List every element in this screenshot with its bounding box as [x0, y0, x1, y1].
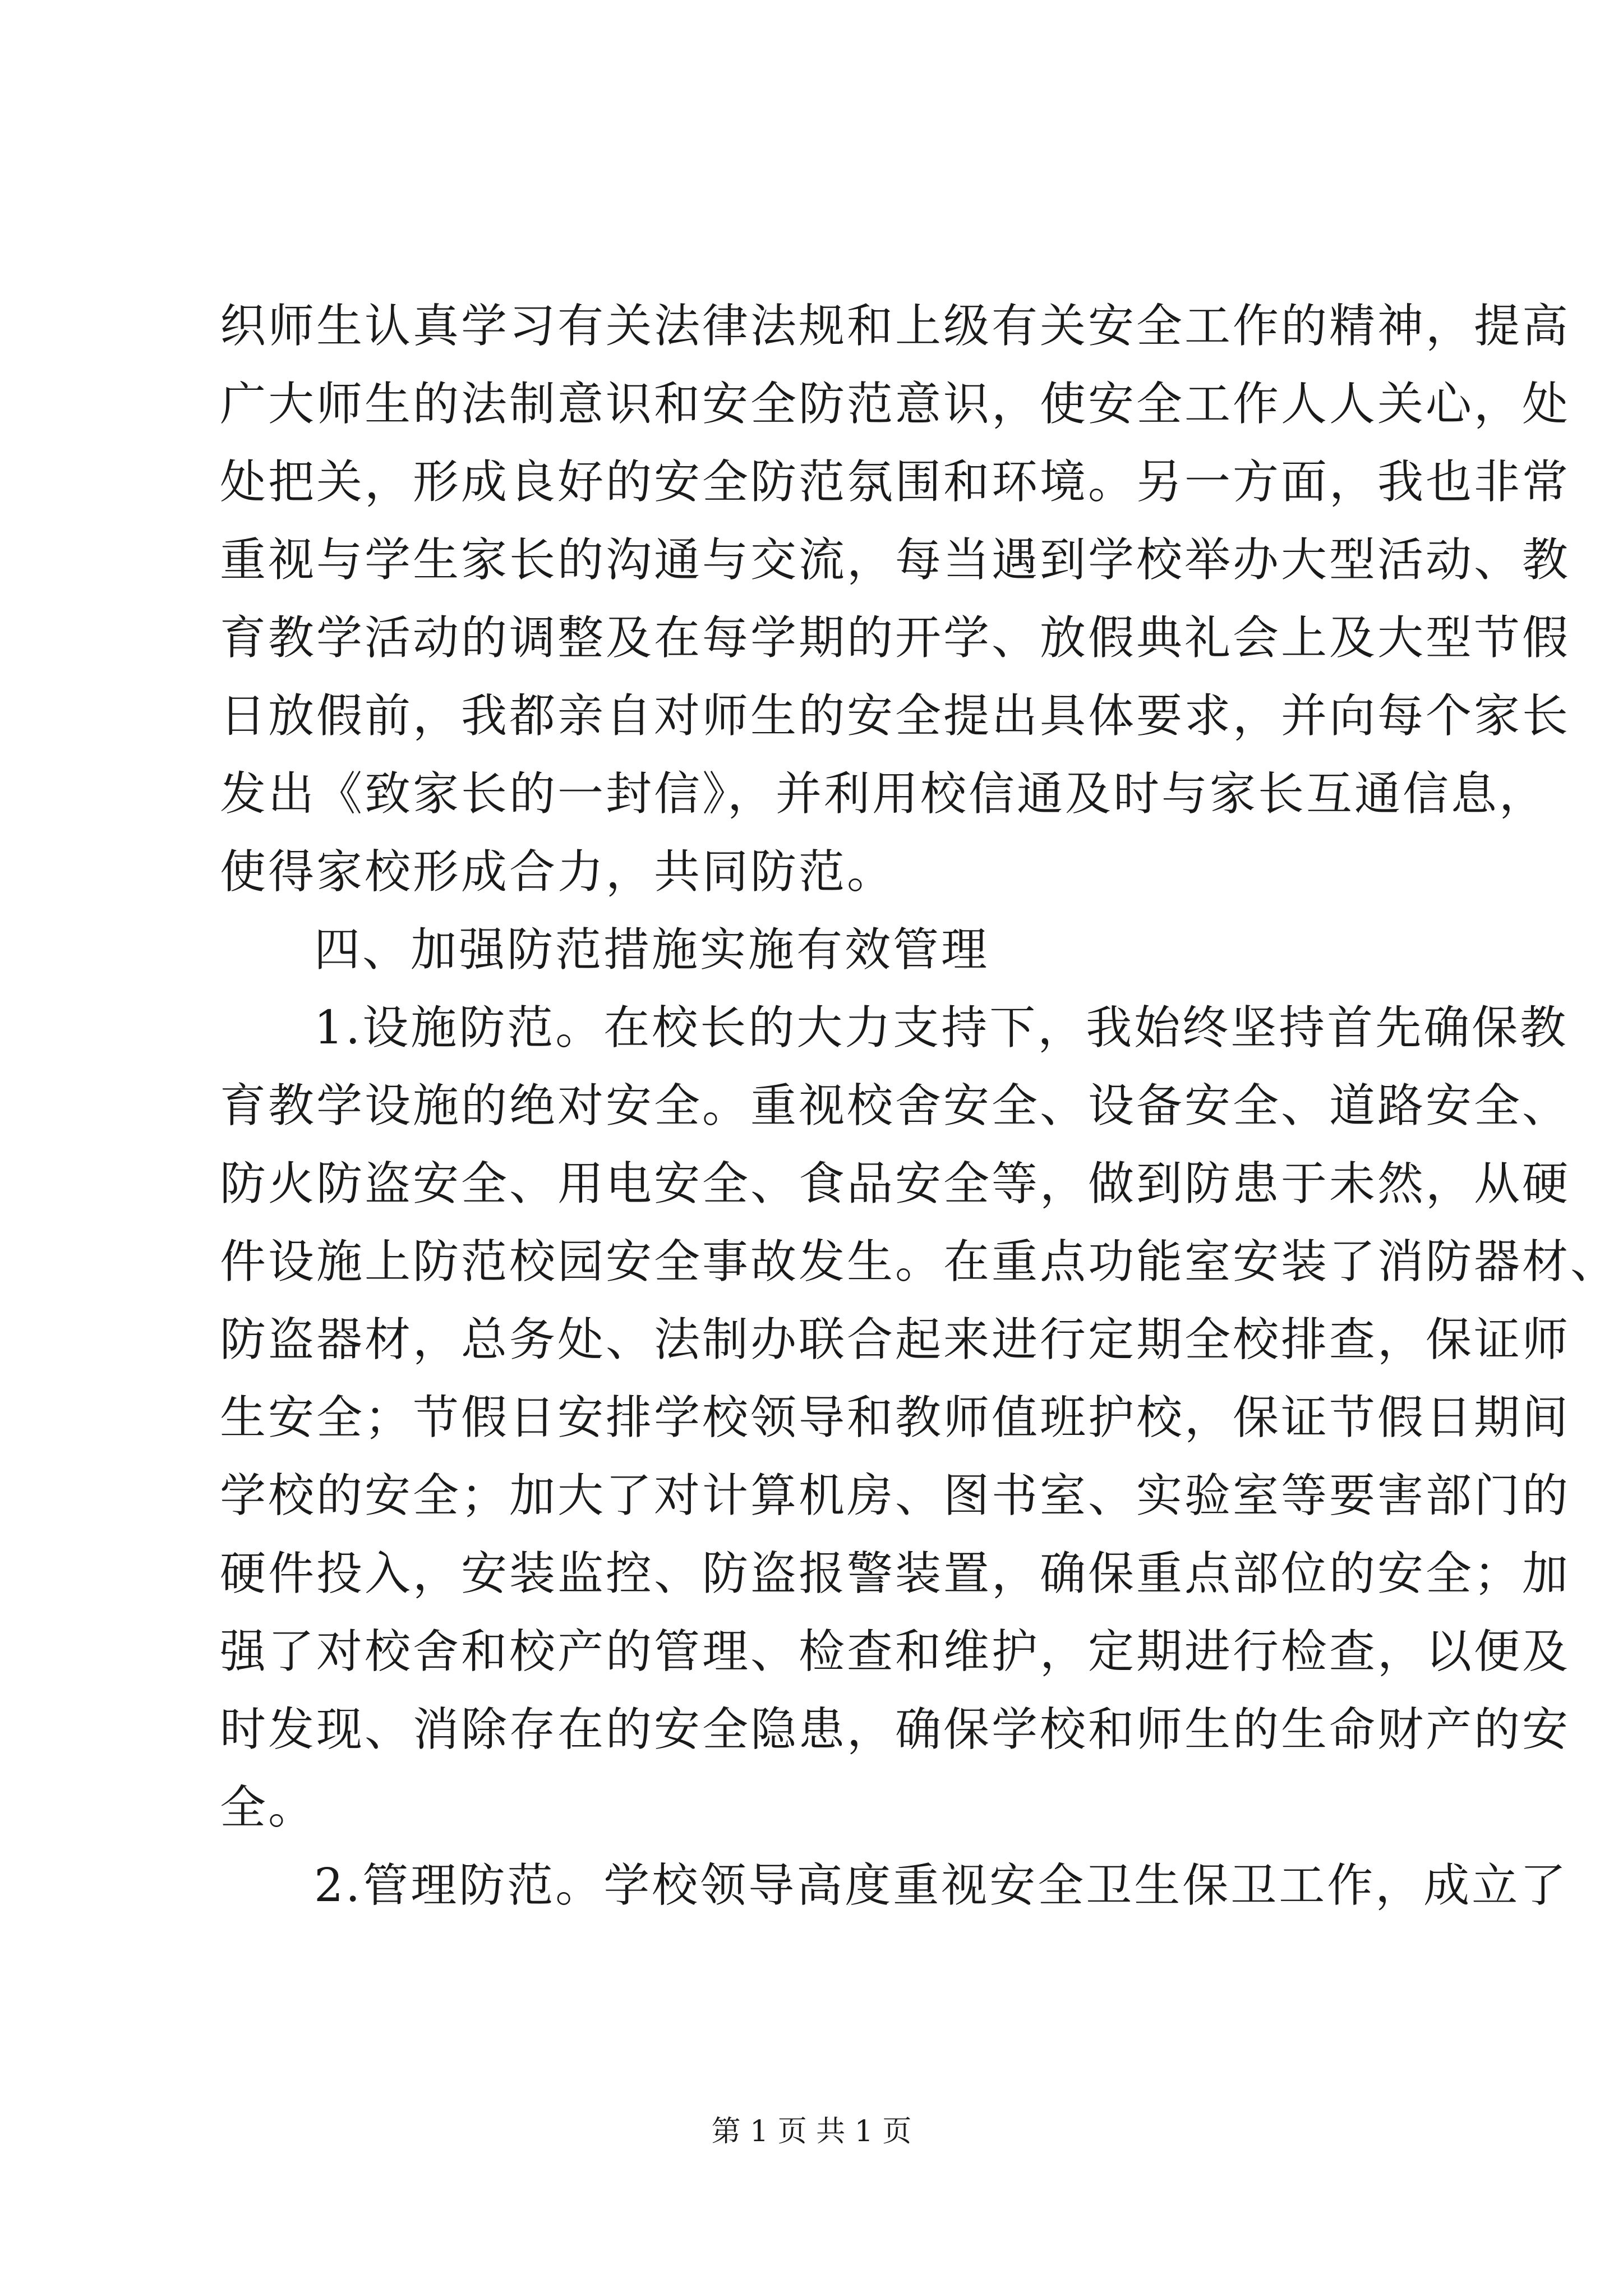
text-line: 使得家校形成合力，共同防范。 [220, 845, 896, 899]
text-line: 防盗器材，总务处、法制办联合起来进行定期全校排查，保证师 [220, 1313, 1571, 1366]
text-line: 处把关，形成良好的安全防范氛围和环境。另一方面，我也非常 [220, 455, 1571, 509]
text-line: 硬件投入，安装监控、防盗报警装置，确保重点部位的安全；加 [220, 1547, 1571, 1600]
text-line: 防火防盗安全、用电安全、食品安全等，做到防患于未然，从硬 [220, 1157, 1571, 1211]
text-line: 日放假前，我都亲自对师生的安全提出具体要求，并向每个家长 [220, 689, 1571, 743]
text-line: 织师生认真学习有关法律法规和上级有关安全工作的精神，提高 [220, 300, 1571, 353]
section-heading: 四、加强防范措施实施有效管理 [314, 923, 990, 977]
text-line: 广大师生的法制意识和安全防范意识，使安全工作人人关心，处 [220, 378, 1571, 431]
page-footer: 第 1 页 共 1 页 [711, 2115, 912, 2148]
paragraph-start: 2.管理防范。学校领导高度重视安全卫生保卫工作，成立了 [314, 1859, 1569, 1912]
text-line: 时发现、消除存在的安全隐患，确保学校和师生的生命财产的安 [220, 1703, 1571, 1756]
text-line: 重视与学生家长的沟通与交流，每当遇到学校举办大型活动、教 [220, 533, 1571, 587]
text-line: 全。 [220, 1781, 317, 1834]
text-line: 强了对校舍和校产的管理、检查和维护，定期进行检查，以便及 [220, 1625, 1571, 1678]
text-line: 件设施上防范校园安全事故发生。在重点功能室安装了消防器材、 [220, 1235, 1619, 1289]
paragraph-start: 1.设施防范。在校长的大力支持下，我始终坚持首先确保教 [314, 1001, 1569, 1055]
text-line: 发出《致家长的一封信》，并利用校信通及时与家长互通信息， [220, 767, 1548, 821]
text-line: 育教学活动的调整及在每学期的开学、放假典礼会上及大型节假 [220, 611, 1571, 665]
text-line: 育教学设施的绝对安全。重视校舍安全、设备安全、道路安全、 [220, 1079, 1571, 1133]
text-line: 生安全；节假日安排学校领导和教师值班护校，保证节假日期间 [220, 1391, 1571, 1444]
text-line: 学校的安全；加大了对计算机房、图书室、实验室等要害部门的 [220, 1469, 1571, 1522]
